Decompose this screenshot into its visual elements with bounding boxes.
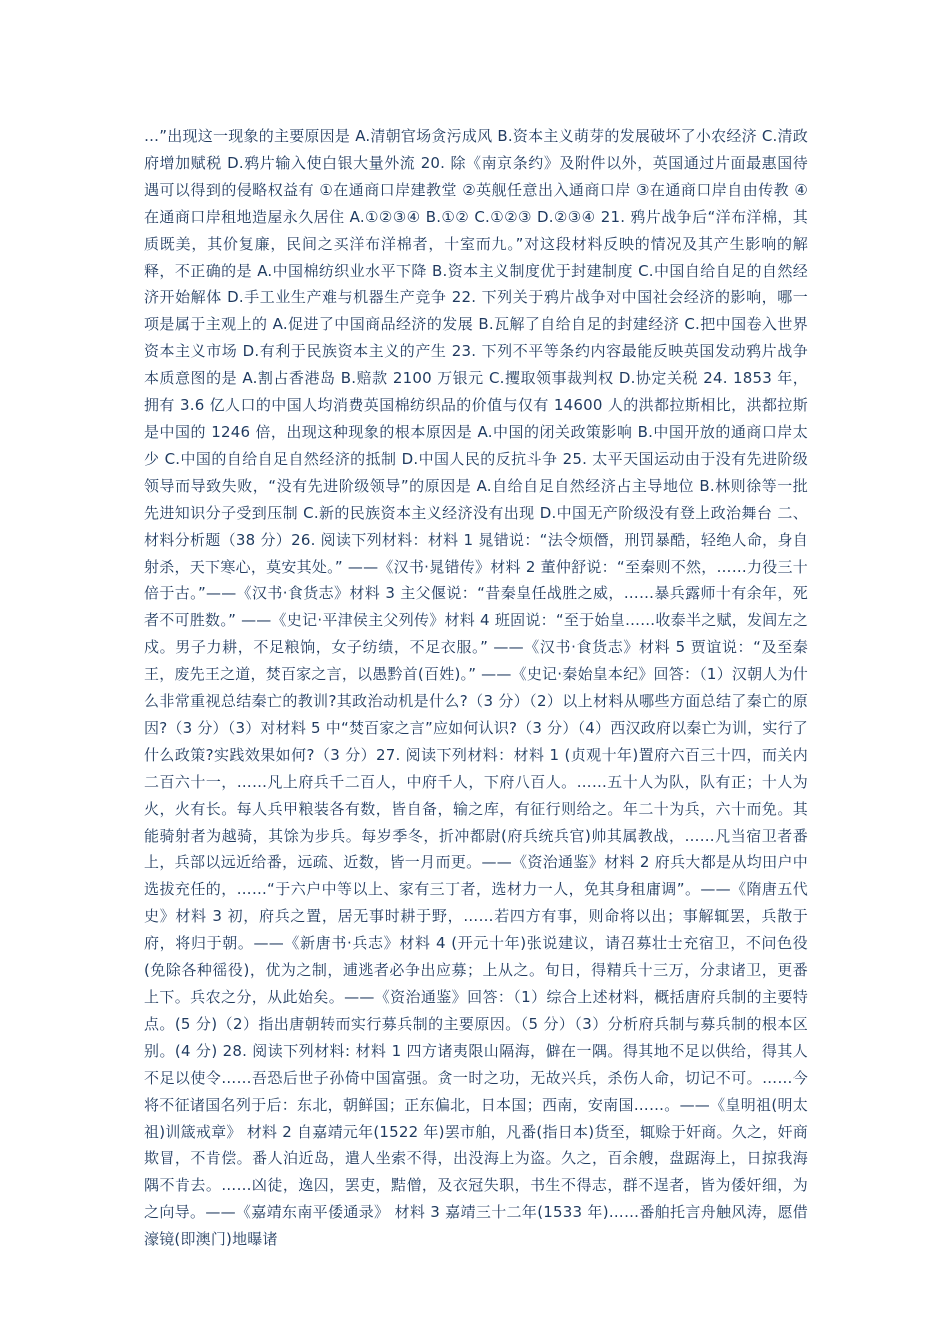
document-body-text [144, 123, 808, 1253]
body-paragraph: …”出现这一现象的主要原因是 A.清朝官场贪污成风 B.资本主义萌芽的发展破坏了小农经济 C.清政府增加赋税 D.鸦片输入使白银大量外流 20. 除《南京条约》及附件以外，英国通过片面最惠国待遇可以得到的侵略权益有 ①在通商口岸建教堂 ②英舰任意出入通商口岸 ③在通商口岸自由传教 ④在通商口岸租地造屋永久居住 A.①②③④ B.①② C.①②③ D.②③④ 21. 鸦片战争后“洋布洋棉，其质既美，其价复廉，民间之买洋布洋棉者，十室而九。”对这段材料反映的情况及其产生影响的解释，不正确的是 A.中国棉纺织业水平下降 B.资本主义制度优于封建制度 C.中国自给自足的自然经济开始解体 D.手工业生产难与机器生产竞争 22. 下列关于鸦片战争对中国社会经济的影响，哪一项是属于主观上的 A.促进了中国商品经济的发展 B.瓦解了自给自足的封建经济 C.把中国卷入世界资本主义市场 D.有利于民族资本主义的产生 23. 下列不平等条约内容最能反映英国发动鸦片战争本质意图的是 A.割占香港岛 B.赔款 2100 万银元 C.攫取领事裁判权 D.协定关税 24. 1853 年，拥有 3.6 亿人口的中国人均消费英国棉纺织品的价值与仅有 14600 人的洪都拉斯相比，洪都拉斯是中国的 1246 倍，出现这种现象的根本原因是 A.中国的闭关政策影响 B.中国开放的通商口岸太少 C.中国的自给自足自然经济的抵制 D.中国人民的反抗斗争 25. 太平天国运动由于没有先进阶级领导而导致失败，“没有先进阶级领导”的原因是 A.自给自足自然经济占主导地位 B.林则徐等一批先进知识分子受到压制 C.新的民族资本主义经济没有出现 D.中国无产阶级没有登上政治舞台 二、材料分析题（38 分）26. 阅读下列材料：材料 1 晁错说：“法令烦僭，刑罚暴酷，轻绝人命，身自射杀，天下寒心，莫安其处。” ——《汉书·晁错传》材料 2 董仲舒说：“至秦则不然，……力役三十倍于古。”——《汉书·食货志》材料 3 主父偃说：“昔秦皇任战胜之威，……暴兵露师十有余年，死者不可胜数。” ——《史记·平津侯主父列传》材料 4 班固说：“至于始皇……收泰半之赋，发闾左之戍。男子力耕，不足粮饷，女子纺绩，不足衣服。” ——《汉书·食货志》材料 5 贾谊说：“及至秦王，废先王之道，焚百家之言，以愚黔首(百姓)。” ——《史记·秦始皇本纪》回答：（1）汉朝人为什么非常重视总结秦亡的教训?其政治动机是什么?（3 分）（2）以上材料从哪些方面总结了秦亡的原因?（3 分）（3）对材料 5 中“焚百家之言”应如何认识?（3 分）（4）西汉政府以秦亡为训，实行了什么政策?实践效果如何?（3 分）27. 阅读下列材料：材料 1 (贞观十年)置府六百三十四，而关内二百六十一，……凡上府兵千二百人，中府千人，下府八百人。……五十人为队，队有正；十人为火，火有长。每人兵甲粮装各有数，皆自备，输之库，有征行则给之。年二十为兵，六十而免。其能骑射者为越骑，其馀为步兵。每岁季冬，折冲都尉(府兵统兵官)帅其属教战，……凡当宿卫者番上，兵部以远近给番，远疏、近数，皆一月而更。——《资治通鉴》材料 2 府兵大都是从均田户中选拔充任的，……“于六户中等以上、家有三丁者，选材力一人，免其身租庸调”。——《隋唐五代史》材料 3 初，府兵之置，居无事时耕于野，……若四方有事，则命将以出；事解辄罢，兵散于府，将归于朝。——《新唐书·兵志》材料 4 (开元十年)张说建议，请召募壮士充宿卫，不问色役(免除各种徭役)，优为之制，逋逃者必争出应募；上从之。旬日，得精兵十三万，分隶诸卫，更番上下。兵农之分，从此始矣。——《资治通鉴》回答：（1）综合上述材料，概括唐府兵制的主要特点。(5 分)（2）指出唐朝转而实行募兵制的主要原因。（5 分）（3）分析府兵制与募兵制的根本区别。(4 分) 28. 阅读下列材料: 材料 1 四方诸夷限山隔海，僻在一隅。得其地不足以供给，得其人不足以使令……吾恐后世子孙倚中国富强。贪一时之功，无故兴兵，杀伤人命，切记不可。……今将不征诸国名列于后：东北，朝鲜国；正东偏北，日本国；西南，安南国……。——《皇明祖(明太祖)训箴戒章》 材料 2 自嘉靖元年(1522 年)罢市舶，凡番(指日本)货至，辄赊于奸商。久之，奸商欺冒，不肯偿。番人泊近岛，遣人坐索不得，出没海上为盗。久之，百余艘，盘踞海上，日掠我海隅不肯去。……凶徒，逸囚，罢吏，黠僧，及衣冠失职，书生不得志，群不逞者，皆为倭奸细，为之向导。——《嘉靖东南平倭通录》 材料 3 嘉靖三十二年(1533 年)……番舶托言舟触风涛，愿借濠镜(即澳门)地曝诸 [144, 127, 808, 1249]
